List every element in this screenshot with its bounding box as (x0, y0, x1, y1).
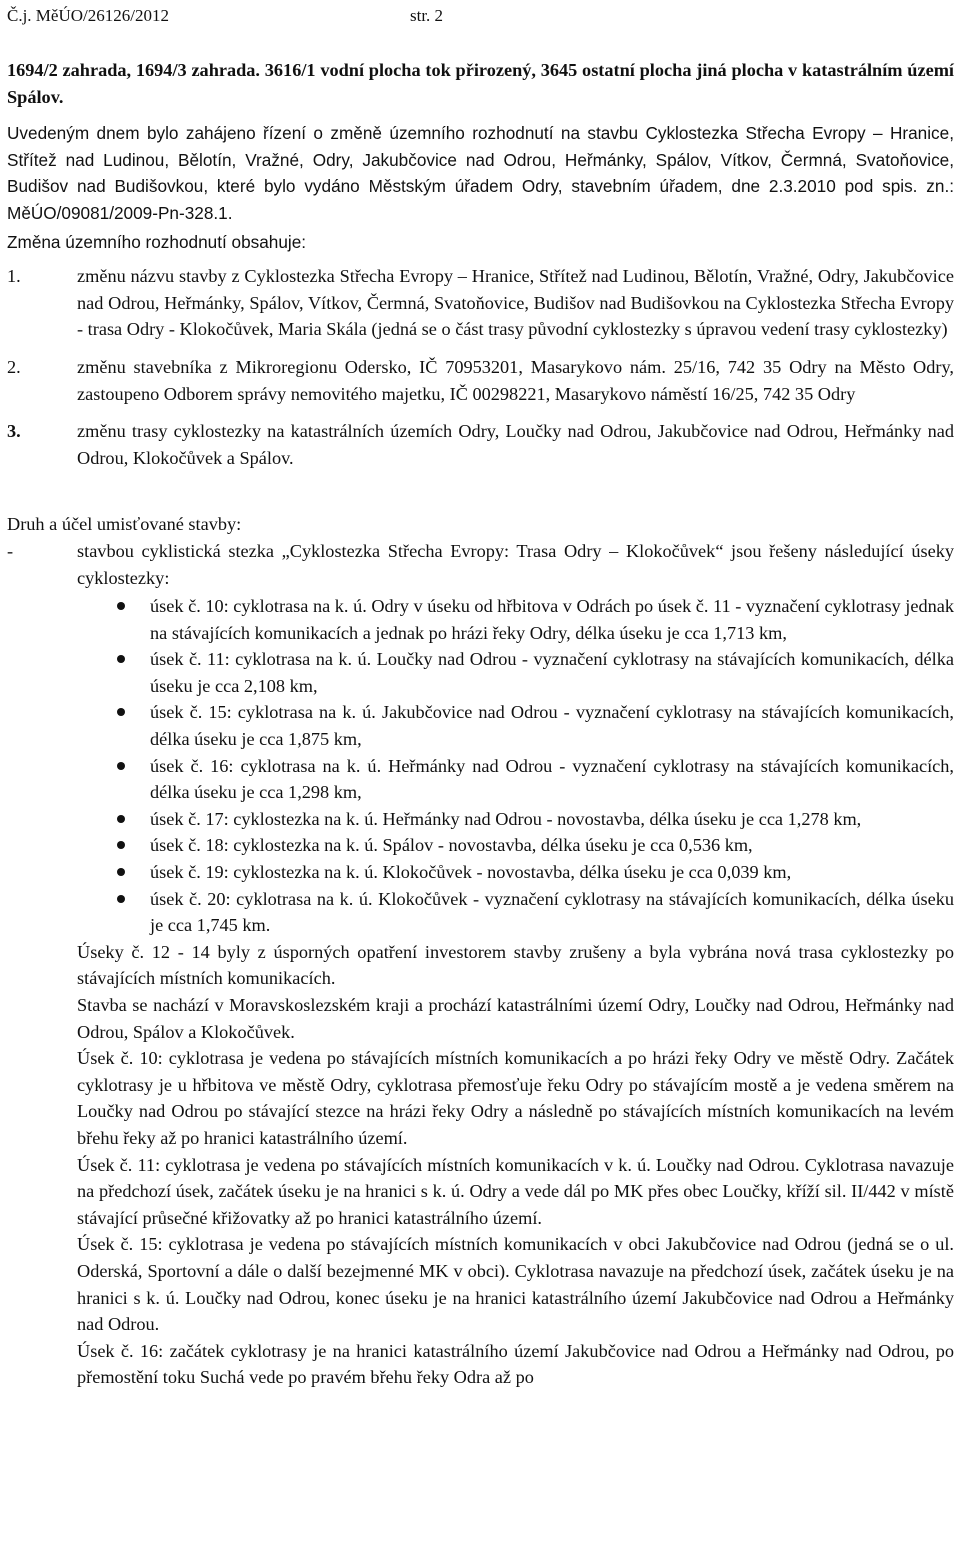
body-paragraph: Stavba se nachází v Moravskoslezském kraji a prochází katastrálními území Odry, Loučky nad Odrou, Heřmánky nad Odrou, Spálov a Klokočůvek. (77, 995, 954, 1042)
change-text: změnu trasy cyklostezky na katastrálních územích Odry, Loučky nad Odrou, Jakubčovice nad Odrou, Heřmánky nad Odrou, Klokočůvek a Spálov. (77, 421, 954, 468)
section-text: úsek č. 10: cyklotrasa na k. ú. Odry v úseku od hřbitova v Odrách po úsek č. 11 - vyznačení cyklotrasy jednak na stávajících komunikacích a jednak po hrázi řeky Odry, délka úseku je cca 1,713 km, (150, 596, 954, 643)
change-number: 2. (7, 356, 21, 377)
body-paragraph: Úsek č. 10: cyklotrasa je vedena po stávajících místních komunikacích a po hrázi řeky Odry ve městě Odry. Začátek cyklotrasy je u hřbitova ve městě Odry, cyklotrasa přemosťuje řeku Odry po stávajícím mostě a je vedena směrem na Loučky nad Odrou po stávající stezce na hrázi řeky Odry a následně po stávajících místních komunikacích na levém břehu řeky až po hranici katastrálního území. (77, 1048, 954, 1148)
intro-paragraph: 1694/2 zahrada, 1694/3 zahrada. 3616/1 vodní plocha tok přirozený, 3645 ostatní plocha jiná plocha v katastrálním území Spálov. (7, 60, 954, 107)
proceedings-paragraph: Uvedeným dnem bylo zahájeno řízení o změně územního rozhodnutí na stavbu Cyklostezka Střecha Evropy – Hranice, Střítež nad Ludinou, Bělotín, Vražné, Odry, Jakubčovice nad Odrou, Heřmánky, Spálov, Vítkov, Čermná, Svatoňovice, Budišov nad Budišovkou, které bylo vydáno Městským úřadem Odry, stavebním úřadem, dne 2.3.2010 pod spis. zn.: MěÚO/09081/2009-Pn-328.1. (7, 123, 954, 223)
page-number: str. 2 (410, 6, 444, 25)
body-paragraph: Úsek č. 16: začátek cyklotrasy je na hranici katastrálního území Jakubčovice nad Odrou a Heřmánky nad Odrou, po přemostění toku Suchá vede po pravém břehu řeky Odra až po (77, 1340, 954, 1388)
change-item (7, 418, 954, 471)
bullet-icon (117, 832, 150, 859)
list-item (117, 753, 954, 806)
list-item (117, 646, 954, 699)
change-text: změnu názvu stavby z Cyklostezka Střecha Evropy – Hranice, Střítež nad Ludinou, Bělotín, Vražné, Odry, Jakubčovice nad Odrou, Heřmánky, Spálov, Vítkov, Čermná, Svatoňovice, Budišov nad Budišovkou na Cyklostezka Střecha Evropy - trasa Odry - Klokočůvek, Maria Skála (jedná se o část trasy původní cyklostezky s úpravou vedení trasy cyklostezky) (77, 266, 954, 340)
dash-text: stavbou cyklistická stezka „Cyklostezka Střecha Evropy: Trasa Odry – Klokočůvek“ jsou řešeny následující úseky cyklostezky: (77, 540, 954, 588)
list-item (117, 593, 954, 646)
change-number: 1. (7, 266, 21, 287)
bullet-icon (117, 753, 150, 806)
change-number: 3. (7, 421, 21, 442)
list-item (117, 832, 954, 859)
change-item (7, 263, 954, 343)
body-paragraph: Úseky č. 12 - 14 byly z úsporných opatření investorem stavby zrušeny a byla vybrána nová trasa cyklostezky po stávajících místních komunikacích. (77, 941, 954, 989)
section-text: úsek č. 15: cyklotrasa na k. ú. Jakubčovice nad Odrou - vyznačení cyklotrasy na stávajících komunikacích, délka úseku je cca 1,875 km, (150, 702, 954, 750)
bullet-icon (117, 886, 150, 939)
section-text: úsek č. 20: cyklotrasa na k. ú. Klokočůvek - vyznačení cyklotrasy na stávajících komunikacích, délka úseku je cca 1,745 km. (150, 888, 954, 936)
dash-item (7, 538, 954, 591)
change-item (7, 354, 954, 407)
bullet-icon (117, 699, 150, 752)
section-heading-changes: Změna územního rozhodnutí obsahuje: (7, 231, 307, 252)
change-text: změnu stavebníka z Mikroregionu Odersko, IČ 70953201, Masarykovo nám. 25/16, 742 35 Odry na Město Odry, zastoupeno Odborem správy nemovitého majetku, IČ 00298221, Masarykovo náměstí 16/25, 742 35 Odry (77, 356, 954, 404)
section-heading-purpose: Druh a účel umisťované stavby: (7, 514, 242, 535)
document-reference: Č.j. MěÚO/26126/2012 (7, 6, 169, 25)
bullet-icon (117, 646, 150, 699)
bullet-icon (117, 593, 150, 646)
section-text: úsek č. 11: cyklotrasa na k. ú. Loučky nad Odrou - vyznačení cyklotrasy na stávajících komunikacích, délka úseku je cca 2,108 km, (150, 649, 954, 696)
list-item (117, 859, 954, 886)
section-text: úsek č. 18: cyklostezka na k. ú. Spálov - novostavba, délka úseku je cca 0,536 km, (150, 835, 753, 856)
body-paragraph: Úsek č. 15: cyklotrasa je vedena po stávajících místních komunikacích v obci Jakubčovice nad Odrou (jedná se o ul. Oderská, Sportovní a dále o další bezejmenné MK v obci). Cyklotrasa navazuje na předchozí úsek, začátek úseku je na hranici s k. ú. Loučky nad Odrou, konec úseku je na hranici katastrálního území Jakubčovice nad Odrou a Heřmánky nad Odrou. (77, 1234, 954, 1335)
list-item (117, 806, 954, 833)
dash-marker: - (7, 540, 14, 561)
document-body (7, 57, 954, 1391)
section-text: úsek č. 17: cyklostezka na k. ú. Heřmánky nad Odrou - novostavba, délka úseku je cca 1,278 km, (150, 808, 862, 829)
bullet-icon (117, 859, 150, 886)
list-item (117, 886, 954, 939)
section-text: úsek č. 16: cyklotrasa na k. ú. Heřmánky nad Odrou - vyznačení cyklotrasy na stávajících komunikacích, délka úseku je cca 1,298 km, (150, 755, 954, 803)
body-paragraph: Úsek č. 11: cyklotrasa je vedena po stávajících místních komunikacích v k. ú. Loučky nad Odrou. Cyklotrasa navazuje na předchozí úsek, začátek úseku je na hranici s k. ú. Odry a vede dál po MK přes obec Loučky, kříží sil. II/442 v místě stávající průsečné křižovatky až po hranici katastrálního území. (77, 1154, 954, 1228)
list-item (117, 699, 954, 752)
page-header (7, 6, 444, 26)
section-text: úsek č. 19: cyklostezka na k. ú. Klokočůvek - novostavba, délka úseku je cca 0,039 km, (150, 862, 792, 883)
bullet-icon (117, 806, 150, 833)
